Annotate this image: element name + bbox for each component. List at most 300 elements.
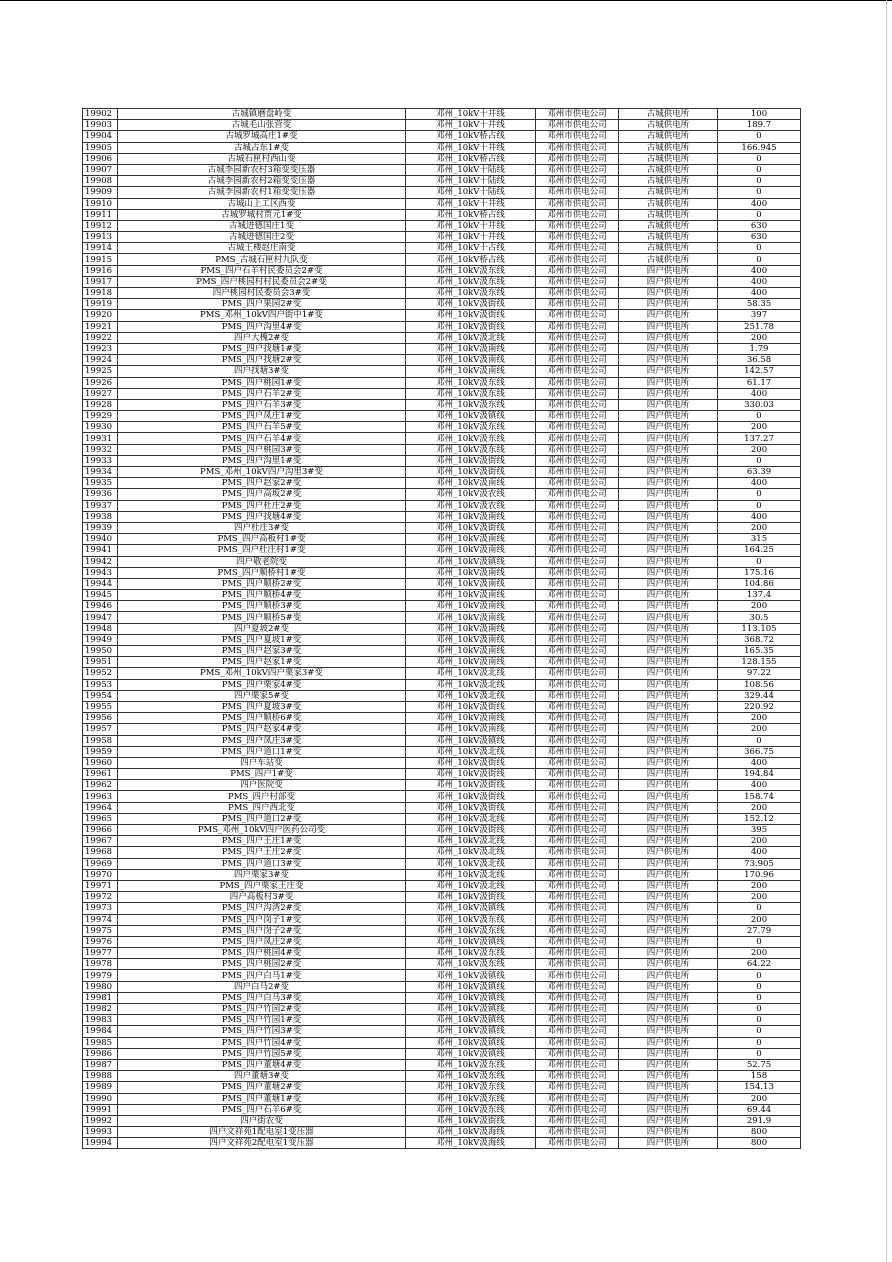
company-cell: 邓州市供电公司: [536, 109, 619, 120]
transformer-name-cell: PMS_四户杜庄2#变: [118, 500, 406, 511]
row-number-cell: 19929: [83, 411, 118, 422]
station-cell: 四户供电所: [619, 836, 718, 847]
transformer-name-cell: 古城王楼赵庄南变: [118, 243, 406, 254]
transformer-name-cell: 古城石匣村西山变: [118, 153, 406, 164]
line-name-cell: 邓州_10kV汲镇线: [406, 992, 536, 1003]
row-number-cell: 19912: [83, 220, 118, 231]
capacity-cell: 0: [718, 1037, 801, 1048]
transformer-name-cell: 古城罗城村贾元1#变: [118, 209, 406, 220]
row-number-cell: 19968: [83, 847, 118, 858]
transformer-name-cell: PMS_四户竹园3#变: [118, 1026, 406, 1037]
company-cell: 邓州市供电公司: [536, 310, 619, 321]
line-name-cell: 邓州_10kV汲街线: [406, 467, 536, 478]
transformer-name-cell: PMS_邓州_10kV四户沟里3#变: [118, 467, 406, 478]
line-name-cell: 邓州_10kV十占线: [406, 243, 536, 254]
company-cell: 邓州市供电公司: [536, 120, 619, 131]
company-cell: 邓州市供电公司: [536, 1015, 619, 1026]
table-row: [83, 321, 801, 332]
company-cell: 邓州市供电公司: [536, 757, 619, 768]
station-cell: 古城供电所: [619, 187, 718, 198]
company-cell: 邓州市供电公司: [536, 892, 619, 903]
table-row: [83, 713, 801, 724]
line-name-cell: 邓州_10kV汲东线: [406, 1104, 536, 1115]
company-cell: 邓州市供电公司: [536, 243, 619, 254]
row-number-cell: 19915: [83, 254, 118, 265]
company-cell: 邓州市供电公司: [536, 634, 619, 645]
line-name-cell: 邓州_10kV汲南线: [406, 545, 536, 556]
row-number-cell: 19948: [83, 623, 118, 634]
station-cell: 四户供电所: [619, 623, 718, 634]
table-row: [83, 668, 801, 679]
line-name-cell: 邓州_10kV汲南线: [406, 601, 536, 612]
row-number-cell: 19976: [83, 936, 118, 947]
station-cell: 四户供电所: [619, 746, 718, 757]
table-row: [83, 936, 801, 947]
station-cell: 四户供电所: [619, 869, 718, 880]
row-number-cell: 19927: [83, 388, 118, 399]
station-cell: 四户供电所: [619, 936, 718, 947]
company-cell: 邓州市供电公司: [536, 948, 619, 959]
table-row: [83, 746, 801, 757]
transformer-name-cell: PMS_四户石羊2#变: [118, 388, 406, 399]
transformer-name-cell: PMS_邓州_10kV四户医药公司变: [118, 825, 406, 836]
transformer-name-cell: PMS_四户夏坡3#变: [118, 701, 406, 712]
transformer-table: [82, 108, 801, 1149]
capacity-cell: 330.03: [718, 399, 801, 410]
station-cell: 古城供电所: [619, 232, 718, 243]
row-number-cell: 19937: [83, 500, 118, 511]
capacity-cell: 200: [718, 724, 801, 735]
row-number-cell: 19987: [83, 1059, 118, 1070]
station-cell: 四户供电所: [619, 1037, 718, 1048]
station-cell: 四户供电所: [619, 578, 718, 589]
line-name-cell: 邓州_10kV汲东线: [406, 1071, 536, 1082]
line-name-cell: 邓州_10kV汲东线: [406, 377, 536, 388]
capacity-cell: 175.16: [718, 567, 801, 578]
row-number-cell: 19962: [83, 780, 118, 791]
company-cell: 邓州市供电公司: [536, 679, 619, 690]
transformer-name-cell: PMS_四户赵家4#变: [118, 724, 406, 735]
station-cell: 四户供电所: [619, 276, 718, 287]
table-row: [83, 164, 801, 175]
transformer-name-cell: 四户医院变: [118, 780, 406, 791]
company-cell: 邓州市供电公司: [536, 1071, 619, 1082]
company-cell: 邓州市供电公司: [536, 232, 619, 243]
row-number-cell: 19907: [83, 164, 118, 175]
company-cell: 邓州市供电公司: [536, 522, 619, 533]
capacity-cell: 61.17: [718, 377, 801, 388]
station-cell: 四户供电所: [619, 925, 718, 936]
capacity-cell: 200: [718, 1093, 801, 1104]
transformer-name-cell: PMS_四户石羊5#变: [118, 422, 406, 433]
row-number-cell: 19955: [83, 701, 118, 712]
row-number-cell: 19991: [83, 1104, 118, 1115]
station-cell: 四户供电所: [619, 601, 718, 612]
company-cell: 邓州市供电公司: [536, 836, 619, 847]
station-cell: 四户供电所: [619, 455, 718, 466]
row-number-cell: 19924: [83, 355, 118, 366]
capacity-cell: 200: [718, 422, 801, 433]
table-row: [83, 243, 801, 254]
transformer-name-cell: PMS_四户顺桥3#变: [118, 601, 406, 612]
station-cell: 四户供电所: [619, 1082, 718, 1093]
company-cell: 邓州市供电公司: [536, 455, 619, 466]
station-cell: 四户供电所: [619, 433, 718, 444]
table-row: [83, 176, 801, 187]
company-cell: 邓州市供电公司: [536, 411, 619, 422]
station-cell: 四户供电所: [619, 1071, 718, 1082]
row-number-cell: 19946: [83, 601, 118, 612]
transformer-name-cell: PMS_四户白马3#变: [118, 992, 406, 1003]
station-cell: 四户供电所: [619, 377, 718, 388]
table-row: [83, 1093, 801, 1104]
capacity-cell: 189.7: [718, 120, 801, 131]
capacity-cell: 113.105: [718, 623, 801, 634]
company-cell: 邓州市供电公司: [536, 825, 619, 836]
capacity-cell: 400: [718, 198, 801, 209]
transformer-name-cell: PMS_四户顺桥村1#变: [118, 567, 406, 578]
table-row: [83, 623, 801, 634]
table-row: [83, 847, 801, 858]
line-name-cell: 邓州_10kV汲街线: [406, 701, 536, 712]
capacity-cell: 315: [718, 534, 801, 545]
page-right-edge: [886, 0, 887, 1262]
station-cell: 四户供电所: [619, 388, 718, 399]
table-row: [83, 858, 801, 869]
row-number-cell: 19990: [83, 1093, 118, 1104]
transformer-name-cell: PMS_四户高板村1#变: [118, 534, 406, 545]
capacity-cell: 69.44: [718, 1104, 801, 1115]
station-cell: 四户供电所: [619, 567, 718, 578]
table-row: [83, 332, 801, 343]
row-number-cell: 19949: [83, 634, 118, 645]
company-cell: 邓州市供电公司: [536, 1104, 619, 1115]
company-cell: 邓州市供电公司: [536, 444, 619, 455]
row-number-cell: 19942: [83, 556, 118, 567]
row-number-cell: 19973: [83, 903, 118, 914]
table-row: [83, 679, 801, 690]
capacity-cell: 0: [718, 992, 801, 1003]
station-cell: 四户供电所: [619, 858, 718, 869]
line-name-cell: 邓州_10kV汲东线: [406, 914, 536, 925]
company-cell: 邓州市供电公司: [536, 813, 619, 824]
row-number-cell: 19902: [83, 109, 118, 120]
line-name-cell: 邓州_10kV桥占线: [406, 209, 536, 220]
line-name-cell: 邓州_10kV汲镇线: [406, 1037, 536, 1048]
row-number-cell: 19970: [83, 869, 118, 880]
row-number-cell: 19956: [83, 713, 118, 724]
company-cell: 邓州市供电公司: [536, 880, 619, 891]
capacity-cell: 0: [718, 1048, 801, 1059]
transformer-name-cell: 四户栗家3#变: [118, 869, 406, 880]
transformer-name-cell: PMS_四户石羊6#变: [118, 1104, 406, 1115]
line-name-cell: 邓州_10kV汲街线: [406, 825, 536, 836]
capacity-cell: 30.5: [718, 612, 801, 623]
line-name-cell: 邓州_10kV十井线: [406, 109, 536, 120]
line-name-cell: 邓州_10kV汲街线: [406, 522, 536, 533]
transformer-name-cell: PMS_古城石匣村九队变: [118, 254, 406, 265]
capacity-cell: 142.57: [718, 366, 801, 377]
table-row: [83, 1048, 801, 1059]
transformer-name-cell: PMS_四户村部变: [118, 791, 406, 802]
transformer-name-cell: PMS_四户找塘2#变: [118, 355, 406, 366]
capacity-cell: 800: [718, 1138, 801, 1149]
transformer-name-cell: PMS_四户顺桥6#变: [118, 713, 406, 724]
company-cell: 邓州市供电公司: [536, 936, 619, 947]
line-name-cell: 邓州_10kV汲北线: [406, 746, 536, 757]
row-number-cell: 19941: [83, 545, 118, 556]
company-cell: 邓州市供电公司: [536, 489, 619, 500]
company-cell: 邓州市供电公司: [536, 668, 619, 679]
capacity-cell: 0: [718, 489, 801, 500]
transformer-name-cell: PMS_四户高坂2#变: [118, 489, 406, 500]
transformer-name-cell: PMS_四户道口1#变: [118, 746, 406, 757]
table-row: [83, 534, 801, 545]
station-cell: 四户供电所: [619, 478, 718, 489]
row-number-cell: 19965: [83, 813, 118, 824]
capacity-cell: 58.35: [718, 299, 801, 310]
capacity-cell: 0: [718, 1026, 801, 1037]
transformer-name-cell: PMS_四户竹园2#变: [118, 1004, 406, 1015]
row-number-cell: 19992: [83, 1115, 118, 1126]
station-cell: 古城供电所: [619, 120, 718, 131]
row-number-cell: 19971: [83, 880, 118, 891]
station-cell: 四户供电所: [619, 1138, 718, 1149]
table-row: [83, 254, 801, 265]
station-cell: 四户供电所: [619, 399, 718, 410]
table-row: [83, 198, 801, 209]
transformer-name-cell: 四户敬老院变: [118, 556, 406, 567]
row-number-cell: 19911: [83, 209, 118, 220]
station-cell: 四户供电所: [619, 1127, 718, 1138]
company-cell: 邓州市供电公司: [536, 959, 619, 970]
row-number-cell: 19966: [83, 825, 118, 836]
station-cell: 四户供电所: [619, 422, 718, 433]
station-cell: 四户供电所: [619, 1059, 718, 1070]
capacity-cell: 0: [718, 209, 801, 220]
transformer-name-cell: 四户夏坡2#变: [118, 623, 406, 634]
company-cell: 邓州市供电公司: [536, 623, 619, 634]
transformer-name-cell: PMS_四户岗子1#变: [118, 914, 406, 925]
station-cell: 古城供电所: [619, 198, 718, 209]
transformer-name-cell: 古城李园新农村1箱变变压器: [118, 187, 406, 198]
capacity-cell: 0: [718, 556, 801, 567]
row-number-cell: 19984: [83, 1026, 118, 1037]
table-row: [83, 366, 801, 377]
company-cell: 邓州市供电公司: [536, 153, 619, 164]
table-row: [83, 578, 801, 589]
table-row: [83, 701, 801, 712]
station-cell: 四户供电所: [619, 299, 718, 310]
company-cell: 邓州市供电公司: [536, 209, 619, 220]
station-cell: 四户供电所: [619, 1026, 718, 1037]
row-number-cell: 19944: [83, 578, 118, 589]
station-cell: 古城供电所: [619, 109, 718, 120]
transformer-name-cell: PMS_四户白马1#变: [118, 970, 406, 981]
table-row: [83, 914, 801, 925]
row-number-cell: 19961: [83, 769, 118, 780]
capacity-cell: 200: [718, 444, 801, 455]
transformer-name-cell: PMS_四户栗家王庄变: [118, 880, 406, 891]
company-cell: 邓州市供电公司: [536, 399, 619, 410]
line-name-cell: 邓州_10kV桥占线: [406, 131, 536, 142]
line-name-cell: 邓州_10kV汲北线: [406, 690, 536, 701]
row-number-cell: 19985: [83, 1037, 118, 1048]
line-name-cell: 邓州_10kV汲街线: [406, 757, 536, 768]
company-cell: 邓州市供电公司: [536, 1127, 619, 1138]
row-number-cell: 19934: [83, 467, 118, 478]
line-name-cell: 邓州_10kV汲东线: [406, 1093, 536, 1104]
transformer-name-cell: PMS_四户沟湾2#变: [118, 903, 406, 914]
company-cell: 邓州市供电公司: [536, 746, 619, 757]
station-cell: 古城供电所: [619, 176, 718, 187]
company-cell: 邓州市供电公司: [536, 1048, 619, 1059]
transformer-name-cell: PMS_四户石羊村民委员会2#变: [118, 265, 406, 276]
station-cell: 四户供电所: [619, 724, 718, 735]
line-name-cell: 邓州_10kV汲东线: [406, 959, 536, 970]
row-number-cell: 19980: [83, 981, 118, 992]
station-cell: 四户供电所: [619, 769, 718, 780]
transformer-name-cell: PMS_四户王庄1#变: [118, 836, 406, 847]
station-cell: 四户供电所: [619, 534, 718, 545]
capacity-cell: 400: [718, 276, 801, 287]
transformer-name-cell: 古城镇磨盘岭变: [118, 109, 406, 120]
capacity-cell: 0: [718, 1015, 801, 1026]
company-cell: 邓州市供电公司: [536, 366, 619, 377]
capacity-cell: 220.92: [718, 701, 801, 712]
transformer-name-cell: 古城李园新农村3箱变变压器: [118, 164, 406, 175]
station-cell: 四户供电所: [619, 288, 718, 299]
line-name-cell: 邓州_10kV汲镇线: [406, 970, 536, 981]
row-number-cell: 19919: [83, 299, 118, 310]
table-row: [83, 1037, 801, 1048]
transformer-name-cell: 古城山上工区西变: [118, 198, 406, 209]
station-cell: 四户供电所: [619, 612, 718, 623]
row-number-cell: 19922: [83, 332, 118, 343]
table-row: [83, 634, 801, 645]
company-cell: 邓州市供电公司: [536, 802, 619, 813]
line-name-cell: 邓州_10kV汲南线: [406, 511, 536, 522]
capacity-cell: 291.9: [718, 1115, 801, 1126]
row-number-cell: 19983: [83, 1015, 118, 1026]
row-number-cell: 19958: [83, 735, 118, 746]
capacity-cell: 800: [718, 1127, 801, 1138]
capacity-cell: 170.96: [718, 869, 801, 880]
line-name-cell: 邓州_10kV十陆线: [406, 176, 536, 187]
table-row: [83, 310, 801, 321]
line-name-cell: 邓州_10kV汲镇线: [406, 1026, 536, 1037]
table-row: [83, 299, 801, 310]
table-row: [83, 142, 801, 153]
capacity-cell: 0: [718, 243, 801, 254]
transformer-name-cell: PMS_四户沟里4#变: [118, 321, 406, 332]
capacity-cell: 97.22: [718, 668, 801, 679]
row-number-cell: 19916: [83, 265, 118, 276]
line-name-cell: 邓州_10kV十陆线: [406, 164, 536, 175]
row-number-cell: 19935: [83, 478, 118, 489]
company-cell: 邓州市供电公司: [536, 992, 619, 1003]
station-cell: 四户供电所: [619, 556, 718, 567]
line-name-cell: 邓州_10kV汲南线: [406, 590, 536, 601]
table-row: [83, 209, 801, 220]
line-name-cell: 邓州_10kV汲南线: [406, 713, 536, 724]
row-number-cell: 19917: [83, 276, 118, 287]
line-name-cell: 邓州_10kV汲南线: [406, 578, 536, 589]
table-row: [83, 377, 801, 388]
company-cell: 邓州市供电公司: [536, 164, 619, 175]
capacity-cell: 200: [718, 601, 801, 612]
table-row: [83, 1004, 801, 1015]
capacity-cell: 0: [718, 903, 801, 914]
company-cell: 邓州市供电公司: [536, 321, 619, 332]
station-cell: 四户供电所: [619, 847, 718, 858]
line-name-cell: 邓州_10kV汲街线: [406, 1115, 536, 1126]
transformer-name-cell: 四户董塘3#变: [118, 1071, 406, 1082]
station-cell: 四户供电所: [619, 880, 718, 891]
line-name-cell: 邓州_10kV汲东线: [406, 388, 536, 399]
capacity-cell: 200: [718, 914, 801, 925]
transformer-name-cell: PMS_邓州_10kV四户街中1#变: [118, 310, 406, 321]
line-name-cell: 邓州_10kV汲镇线: [406, 411, 536, 422]
table-row: [83, 422, 801, 433]
station-cell: 四户供电所: [619, 1048, 718, 1059]
line-name-cell: 邓州_10kV汲街线: [406, 802, 536, 813]
capacity-cell: 158: [718, 1071, 801, 1082]
line-name-cell: 邓州_10kV汲街线: [406, 791, 536, 802]
table-row: [83, 892, 801, 903]
capacity-cell: 0: [718, 187, 801, 198]
capacity-cell: 0: [718, 254, 801, 265]
transformer-name-cell: PMS_四户赵家3#变: [118, 646, 406, 657]
row-number-cell: 19939: [83, 522, 118, 533]
capacity-cell: 73.905: [718, 858, 801, 869]
line-name-cell: 邓州_10kV汲海线: [406, 1138, 536, 1149]
row-number-cell: 19903: [83, 120, 118, 131]
capacity-cell: 251.78: [718, 321, 801, 332]
station-cell: 四户供电所: [619, 545, 718, 556]
transformer-name-cell: PMS_四户顺桥4#变: [118, 590, 406, 601]
station-cell: 四户供电所: [619, 343, 718, 354]
table-row: [83, 802, 801, 813]
transformer-name-cell: PMS_四户凤庄3#变: [118, 735, 406, 746]
company-cell: 邓州市供电公司: [536, 500, 619, 511]
capacity-cell: 194.84: [718, 769, 801, 780]
line-name-cell: 邓州_10kV汲海线: [406, 1127, 536, 1138]
transformer-name-cell: 古城李园新农村2箱变变压器: [118, 176, 406, 187]
table-row: [83, 970, 801, 981]
capacity-cell: 200: [718, 713, 801, 724]
company-cell: 邓州市供电公司: [536, 299, 619, 310]
company-cell: 邓州市供电公司: [536, 254, 619, 265]
capacity-cell: 100: [718, 109, 801, 120]
transformer-name-cell: PMS_四户石羊4#变: [118, 433, 406, 444]
capacity-cell: 0: [718, 1004, 801, 1015]
line-name-cell: 邓州_10kV十陆线: [406, 187, 536, 198]
table-row: [83, 288, 801, 299]
row-number-cell: 19913: [83, 232, 118, 243]
station-cell: 四户供电所: [619, 713, 718, 724]
table-row: [83, 1082, 801, 1093]
row-number-cell: 19931: [83, 433, 118, 444]
company-cell: 邓州市供电公司: [536, 925, 619, 936]
transformer-name-cell: PMS_四户凤庄1#变: [118, 411, 406, 422]
company-cell: 邓州市供电公司: [536, 601, 619, 612]
transformer-name-cell: 四户栗家5#变: [118, 690, 406, 701]
transformer-name-cell: PMS_四户顺桥5#变: [118, 612, 406, 623]
line-name-cell: 邓州_10kV汲东线: [406, 422, 536, 433]
line-name-cell: 邓州_10kV汲南线: [406, 567, 536, 578]
row-number-cell: 19967: [83, 836, 118, 847]
